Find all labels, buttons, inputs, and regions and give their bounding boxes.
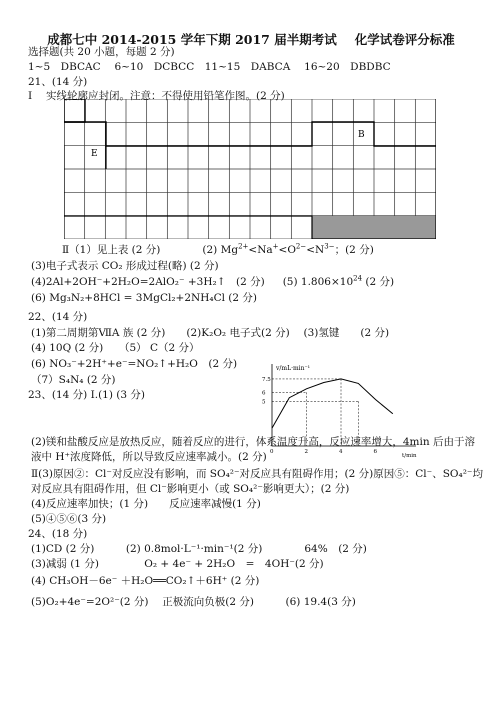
chart-y-tick: 7.5	[262, 376, 271, 383]
q24-5: (5)O₂+4e⁻=2O²⁻(2 分) 正极流向负极(2 分) (6) 19.4(3 分)	[31, 596, 356, 608]
q23-2: (2)镁和盐酸反应是放热反应，随着反应的进行，体系温度升高，反应速率增大，4min 后由于溶液中 H⁺浓度降低，所以导致反应速率减小。(2 分)	[31, 436, 475, 463]
rate-curve	[272, 379, 393, 428]
q24-header: 24、(18 分)	[28, 528, 88, 540]
label-e: E	[91, 149, 98, 159]
q21-ii-4-5: (4)2Al+2OH⁻+2H₂O=2AlO₂⁻ +3H₂↑ (2 分) (5) $1.806\times 10^{24}$ (2 分)	[31, 274, 395, 288]
q23-header: 23、(14 分) Ⅰ.(1) (3 分)	[28, 389, 145, 401]
chart-x-tick: 0	[270, 449, 274, 455]
q23-ii-3: Ⅱ(3)原因②：Cl⁻对反应没有影响，而 SO₄²⁻对反应具有阻碍作用；(2 分)原因⑤：Cl⁻、SO₄²⁻均对反应具有阻碍作用，但 Cl⁻影响更小（或 SO₄²⁻影响更大）；(2 分)	[31, 468, 483, 495]
q24-4: (4) CH₃OH－6e⁻ ＋H₂O══CO₂↑＋6H⁺ (2 分)	[31, 575, 260, 587]
chart-y-tick: 5	[262, 399, 266, 406]
choice-header: 选择题(共 20 小题，每题 2 分)	[28, 46, 175, 58]
q24-3: (3)减弱 (1 分) O₂ + 4e⁻ + 2H₂O = 4OH⁻(2 分)	[31, 558, 324, 570]
shaded-region	[312, 216, 436, 239]
q21-part1: Ⅰ 实线轮廓应封闭。注意：不得使用铅笔作图。(2 分)	[28, 90, 285, 102]
q24-1: (1)CD (2 分) (2) 0.8mol·L⁻¹·min⁻¹(2 分) 64% (2 分)	[31, 543, 367, 555]
q21-ii-6: (6) Mg₃N₂+8HCl = 3MgCl₂+2NH₄Cl (2 分)	[31, 292, 258, 304]
chart-x-tick: 2	[304, 449, 308, 455]
chart-x-label: t/min	[402, 453, 417, 459]
q22-6: (6) NO₃⁻+2H⁺+e⁻=NO₂↑+H₂O (2 分)	[31, 358, 238, 370]
choice-answers: 1~5 DBCAC 6~10 DCBCC 11~15 DABCA 16~20 DBDBC	[28, 61, 391, 73]
q22-1: (1)第二周期第ⅦA 族 (2 分) (2)K₂O₂ 电子式(2 分) (3)氢键 (2 分)	[31, 327, 390, 339]
label-b: B	[358, 130, 365, 140]
chart-x-tick: 6	[373, 449, 377, 455]
q22-4: (4) 10Q (2 分) （5） C（2 分）	[31, 342, 200, 354]
document-title: 成都七中 2014-2015 学年下期 2017 届半期考试 化学试卷评分标准	[47, 32, 455, 47]
q23-5: (5)④⑤⑥(3 分)	[31, 513, 107, 525]
q21-ii-3: (3)电子式表示 CO₂ 形成过程(略) (2 分)	[31, 260, 219, 272]
chart-y-label: v/mL·min⁻¹	[276, 365, 311, 372]
q21-ii-1: Ⅱ（1）见上表 (2 分) (2) $Mg^{2+}<Na^+<O^{2-}<N^{3-}$；(2 分)	[62, 242, 374, 256]
chart-y-tick: 6	[262, 390, 266, 397]
q22-7: （7）S₄N₄ (2 分)	[31, 374, 116, 386]
q22-header: 22、(14 分)	[28, 311, 88, 323]
q21-header: 21、(14 分)	[28, 76, 88, 88]
q23-4: (4)反应速率加快；(1 分) 反应速率减慢(1 分)	[31, 498, 261, 510]
periodic-table-grid	[64, 99, 436, 239]
chart-x-tick: 4	[339, 449, 343, 455]
